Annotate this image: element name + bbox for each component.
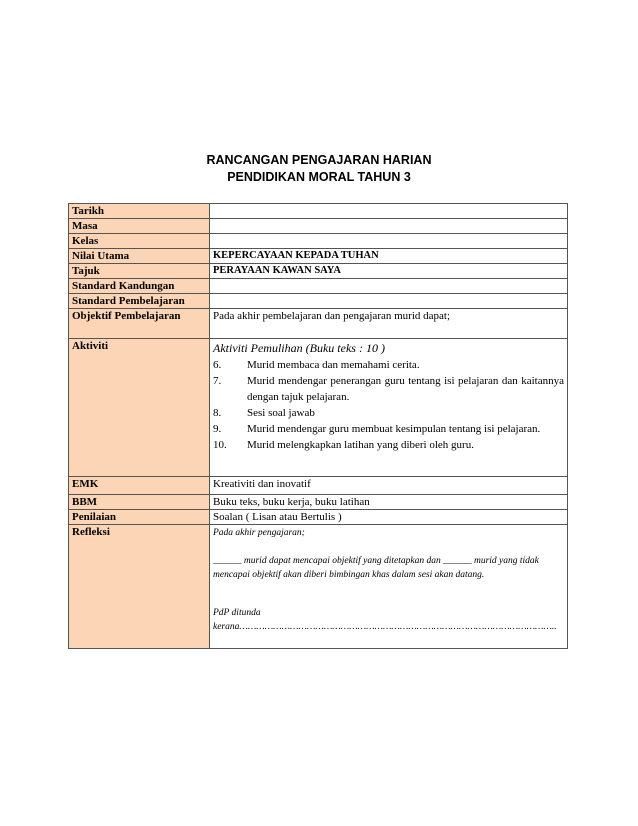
row-tarikh bbox=[69, 204, 568, 219]
item-text: Murid melengkapkan latihan yang diberi oleh guru. bbox=[247, 439, 474, 451]
refleksi-line-3: PdP ditunda bbox=[213, 608, 261, 618]
document-title bbox=[0, 152, 638, 186]
item-text: Sesi soal jawab bbox=[247, 407, 315, 419]
value-masa bbox=[210, 219, 568, 234]
label-emk: EMK bbox=[69, 477, 210, 495]
label-standard-kandungan: Standard Kandungan bbox=[69, 279, 210, 294]
item-number: 9. bbox=[213, 423, 222, 435]
list-item bbox=[213, 357, 564, 373]
label-objektif: Objektif Pembelajaran bbox=[69, 309, 210, 339]
list-item bbox=[213, 437, 564, 453]
row-nilai-utama bbox=[69, 249, 568, 264]
item-text: Murid mendengar penerangan guru tentang isi pelajaran dan kaitannya dengan tajuk pelajaran. bbox=[247, 375, 564, 403]
value-emk: Kreativiti dan inovatif bbox=[210, 477, 568, 495]
row-standard-pembelajaran bbox=[69, 294, 568, 309]
value-nilai-utama: KEPERCAYAAN KEPADA TUHAN bbox=[210, 249, 568, 264]
title-line-1: RANCANGAN PENGAJARAN HARIAN bbox=[206, 153, 432, 167]
row-kelas bbox=[69, 234, 568, 249]
row-standard-kandungan bbox=[69, 279, 568, 294]
value-standard-kandungan bbox=[210, 279, 568, 294]
label-bbm: BBM bbox=[69, 495, 210, 510]
row-masa bbox=[69, 219, 568, 234]
item-text: Murid membaca dan memahami cerita. bbox=[247, 359, 420, 371]
aktiviti-heading: Aktiviti Pemulihan (Buku teks : 10 ) bbox=[213, 341, 385, 355]
item-number: 8. bbox=[213, 407, 222, 419]
item-number: 6. bbox=[213, 359, 222, 371]
label-penilaian: Penilaian bbox=[69, 510, 210, 525]
label-refleksi: Refleksi bbox=[69, 525, 210, 649]
value-aktiviti bbox=[210, 339, 568, 477]
value-bbm: Buku teks, buku kerja, buku latihan bbox=[210, 495, 568, 510]
item-number: 10. bbox=[213, 439, 227, 451]
list-item bbox=[213, 421, 564, 437]
row-emk bbox=[69, 477, 568, 495]
refleksi-line-2: ______ murid dapat mencapai objektif yang ditetapkan dan ______ murid yang tidak mencapai objektif akan diberi bimbingan khas dalam sesi akan datang. bbox=[213, 556, 539, 580]
value-tajuk: PERAYAAN KAWAN SAYA bbox=[210, 264, 568, 279]
value-refleksi bbox=[210, 525, 568, 649]
value-kelas bbox=[210, 234, 568, 249]
label-standard-pembelajaran: Standard Pembelajaran bbox=[69, 294, 210, 309]
item-text: Murid mendengar guru membuat kesimpulan tentang isi pelajaran. bbox=[247, 423, 541, 435]
label-tajuk: Tajuk bbox=[69, 264, 210, 279]
list-item bbox=[213, 405, 564, 421]
refleksi-line-1: Pada akhir pengajaran; bbox=[213, 528, 305, 538]
list-item bbox=[213, 373, 564, 405]
row-refleksi bbox=[69, 525, 568, 649]
row-penilaian bbox=[69, 510, 568, 525]
title-line-2: PENDIDIKAN MORAL TAHUN 3 bbox=[227, 170, 411, 184]
label-masa: Masa bbox=[69, 219, 210, 234]
row-objektif bbox=[69, 309, 568, 339]
label-nilai-utama: Nilai Utama bbox=[69, 249, 210, 264]
aktiviti-list bbox=[213, 357, 564, 453]
refleksi-line-4: kerana………………………………………………………………………………………………….. bbox=[213, 622, 557, 632]
value-tarikh bbox=[210, 204, 568, 219]
label-aktiviti: Aktiviti bbox=[69, 339, 210, 477]
item-number: 7. bbox=[213, 375, 222, 387]
row-bbm bbox=[69, 495, 568, 510]
row-aktiviti bbox=[69, 339, 568, 477]
value-penilaian: Soalan ( Lisan atau Bertulis ) bbox=[210, 510, 568, 525]
row-tajuk bbox=[69, 264, 568, 279]
label-tarikh: Tarikh bbox=[69, 204, 210, 219]
value-objektif: Pada akhir pembelajaran dan pengajaran murid dapat; bbox=[210, 309, 568, 339]
value-standard-pembelajaran bbox=[210, 294, 568, 309]
lesson-plan-table bbox=[68, 203, 568, 649]
label-kelas: Kelas bbox=[69, 234, 210, 249]
